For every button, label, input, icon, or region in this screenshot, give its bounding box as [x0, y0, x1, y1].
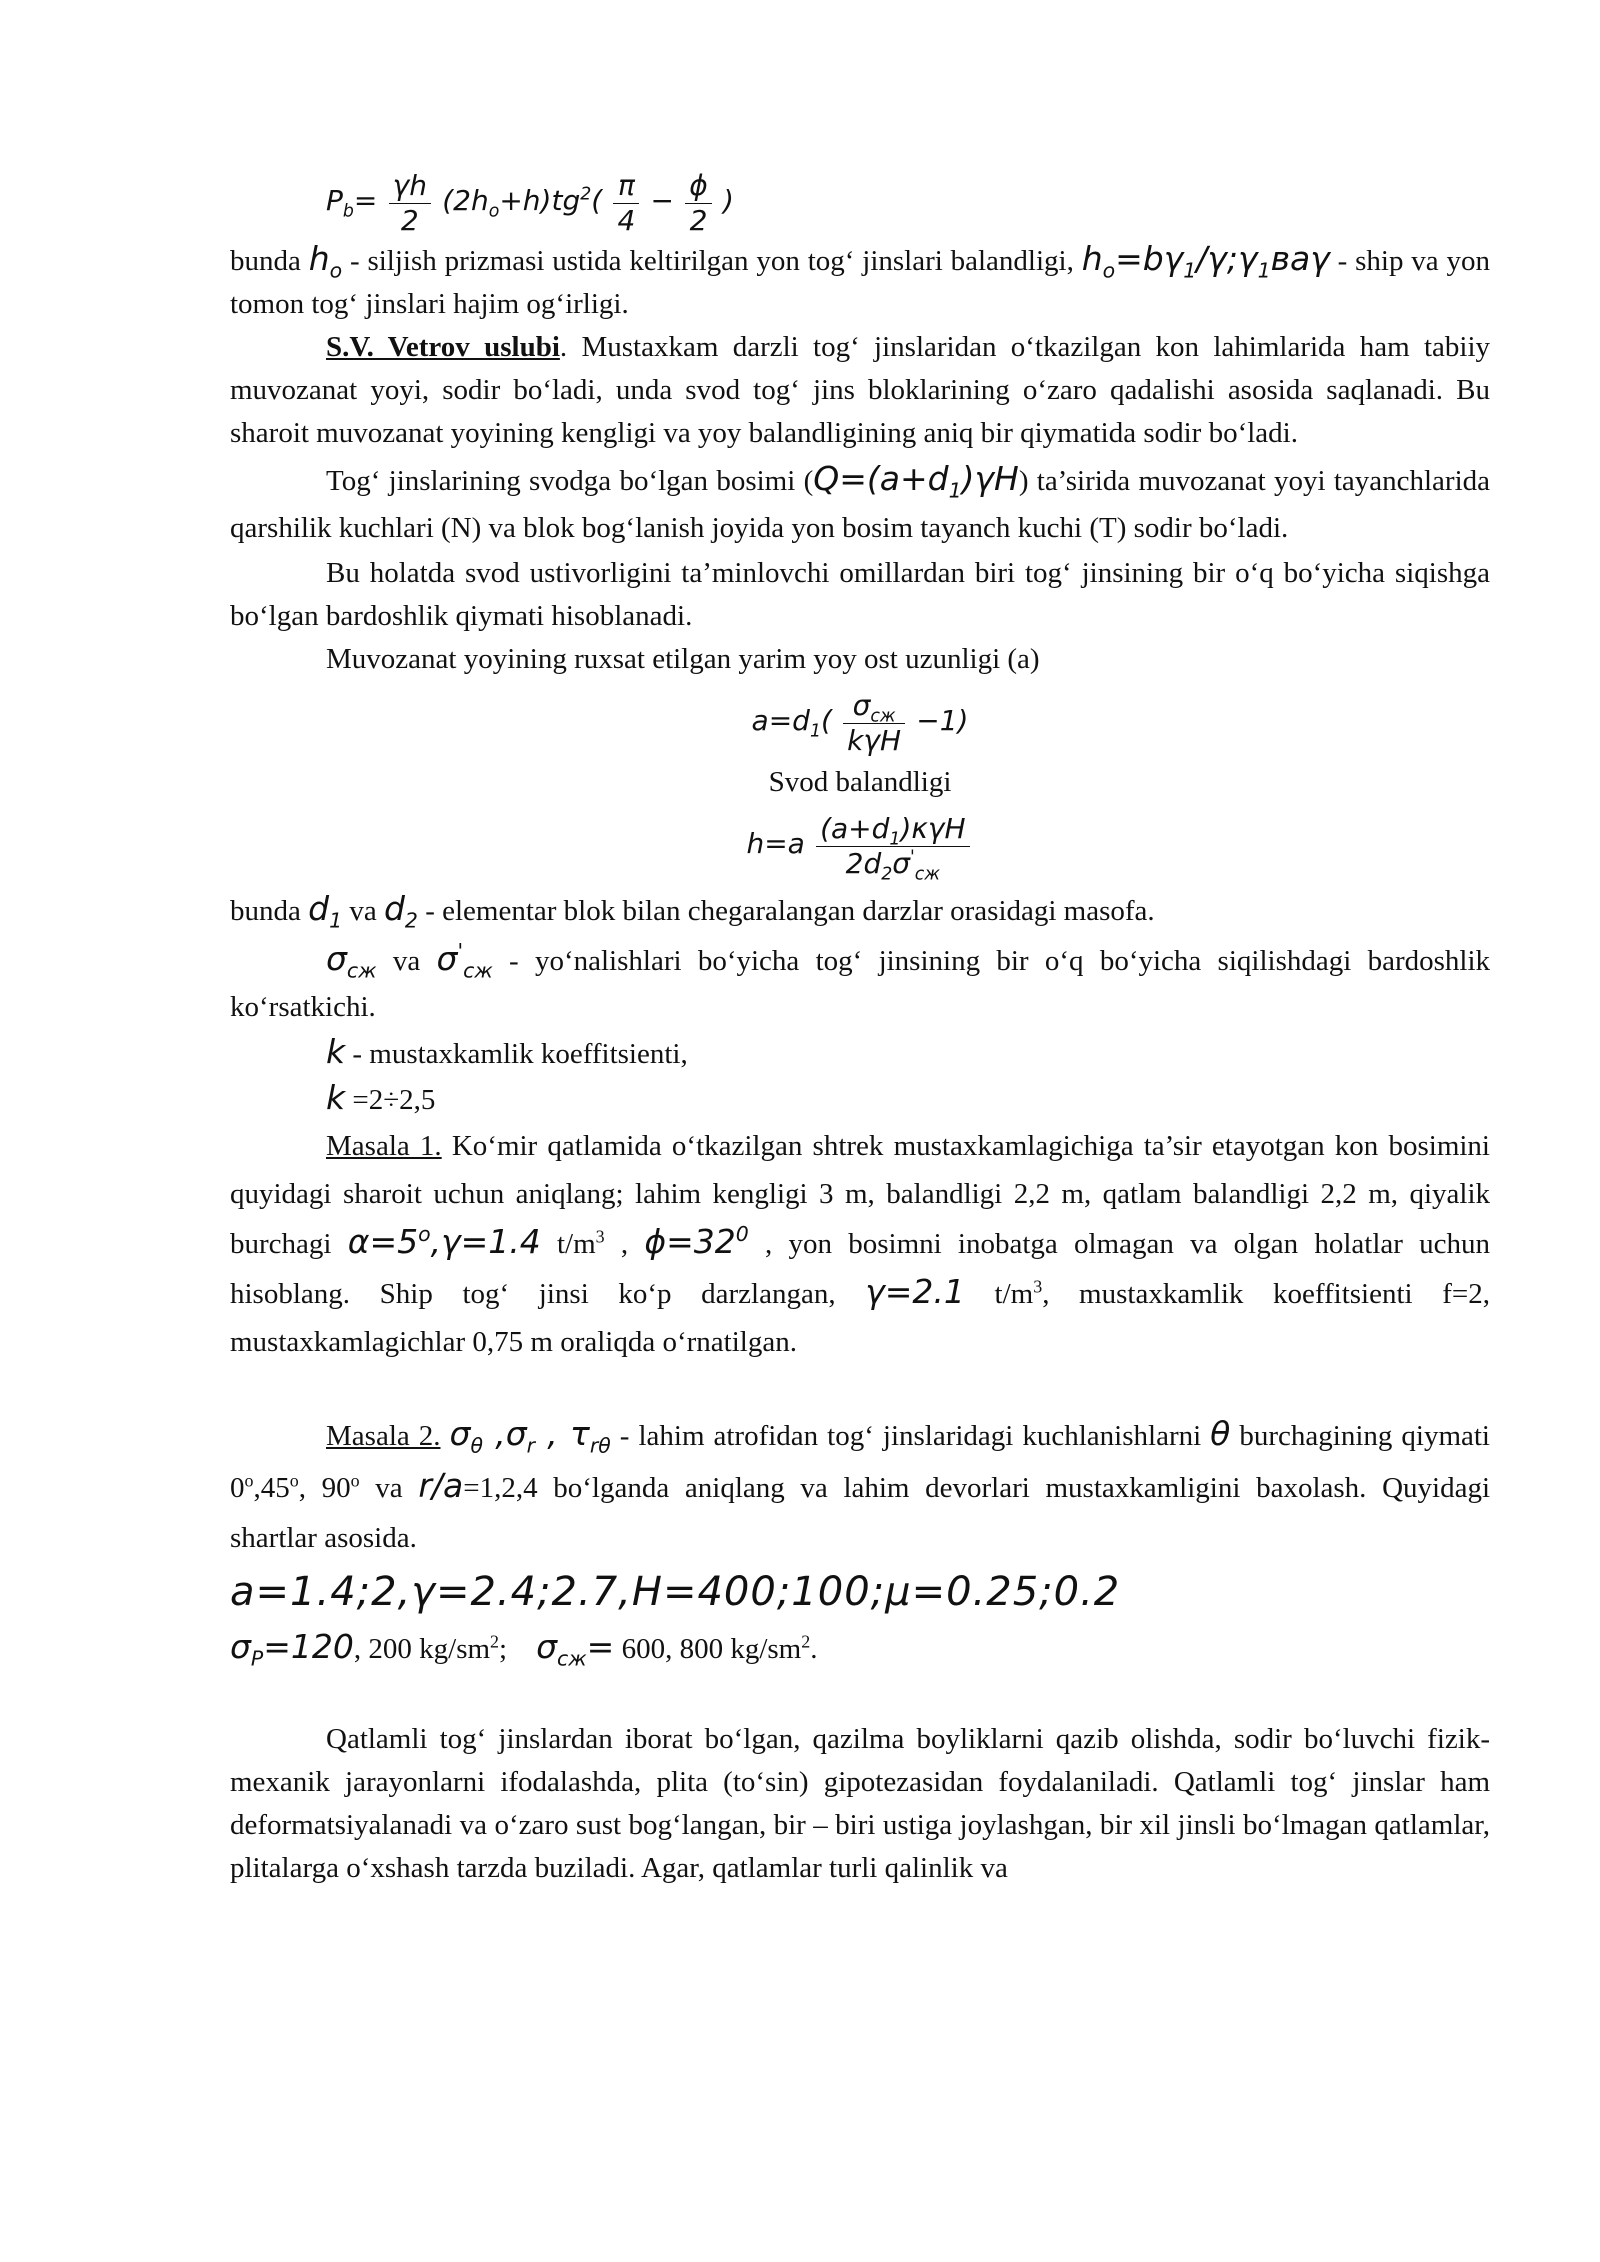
formula-h: h=a $\frac{(a+d_1)\kappa\gamma H}{2d_2\sigma'_{сж}}$ — [230, 804, 1490, 884]
paragraph-problem-2: Masala 2. $\sigma_\theta$ $,\sigma_r$ , $\tau_{r\theta}$ - lahim atrofidan tog‘ jinslaridagi kuchlanishlarni θ burchagining qiymati 0$^o$,45$^o$, 90$^o$ va r/a=1,2,4 bo‘lganda aniqlang va lahim devorlari mustaxkamligini baxolash. Quyidagi shartlar asosida. — [230, 1414, 1491, 1554]
paragraph-layered-rocks: Qatlamli tog‘ jinslardan iborat bo‘lgan, qazilma boyliklarni qazib olishda, sodir bo‘luvchi fizik-mexanik jarayonlarni ifodalashda, plita (to‘sin) gipotezasidan foydalaniladi. Qatlamli tog‘ jinslar ham deformatsiyalanadi va o‘zaro sust bog‘langan, bir – biri ustiga joylashgan, bir xil jinsli bo‘lmagan qatlamlar, plitalarga o‘xshash tarzda buziladi. Agar, qatlamlar turli qalinlik va — [230, 1723, 1490, 1884]
conditions-formula: a=1.4;2,γ=2.4;2.7,H=400;100;μ=0.25;0.2 — [230, 1569, 1121, 1615]
paragraph-problem-1: Masala 1. Ko‘mir qatlamida o‘tkazilgan shtrek mustaxkamlagichiga ta’sir etayotgan kon bosimini quyidagi sharoit uchun aniqlang; lahim kengligi 3 m, balandligi 2,2 m, qatlam balandligi 2,2 m, qiyalik burchagi $\alpha=5^o,\gamma=1.4$ $t/m^3$ , $\phi=32^0$ , yon bosimni inobatga olmagan va olgan holatlar uchun hisoblang. Ship tog‘ jinsi ko‘p darzlangan, γ=2.1 $t/m^3$, mustaxkamlik koeffitsienti f=2, mustaxkamlagichlar 0,75 m oraliqda o‘rnatilgan. — [230, 1130, 1490, 1358]
paragraph-k-range: k =2÷2,5 — [326, 1078, 436, 1117]
paragraph-d-definition: bunda $d_1$ va $d_2$ - elementar blok bilan chegaralangan darzlar orasidagi masofa. — [230, 889, 1155, 933]
spacer — [230, 1675, 1490, 1718]
paragraph-vetrov-method: S.V. Vetrov uslubi. Mustaxkam darzli tog‘ jinslaridan o‘tkazilgan kon lahimlarida ham tabiiy muvozanat yoyi, sodir bo‘ladi, unda svod tog‘ jins bloklarining o‘zaro qadalishi asosida saqlanadi. Bu sharoit muvozanat yoyining kengligi va yoy balandligining aniq bir qiymatida sodir bo‘ladi. — [230, 331, 1490, 449]
paragraph-pressure: Tog‘ jinslarining svodga bo‘lgan bosimi $(Q=(a+d_1)\gamma H)$ ta’sirida muvozanat yoyi tayanchlarida qarshilik kuchlari (N) va blok bog‘lanish joyida yon bosim tayanch kuchi (T) sodir bo‘ladi. — [230, 459, 1491, 544]
svod-height-title: Svod balandligi — [768, 766, 952, 798]
formula-a: $a=d_1$( $\frac{\sigma_{сж}}{\text{kγH}}$ −1) — [751, 688, 969, 757]
problem-1-label: Masala 1. — [326, 1130, 442, 1162]
formula-pb: $P_b=$ $\frac{\gamma h}{2}$ $(2h_o+h)tg^2$( $\frac{\pi}{4}$ − $\frac{\phi}{2}$ ) — [326, 168, 734, 237]
paragraph-ho-definition: bunda $h_o$ - siljish prizmasi ustida keltirilgan yon tog‘ jinslari balandligi, $h_o=b\gamma_1/\gamma;\gamma_1вa\gamma$ - ship va yon tomon tog‘ jinslari hajim og‘irligi. — [230, 239, 1490, 320]
paragraph-half-span: Muvozanat yoyining ruxsat etilgan yarim yoy ost uzunligi (a) — [326, 643, 1040, 675]
paragraph-sigma-definition: $\sigma_{сж}$ va $\sigma'_{сж}$ - yo‘nalishlari bo‘yicha tog‘ jinsining bir o‘q bo‘yicha siqilishdagi bardoshlik ko‘rsatkichi. — [230, 939, 1491, 1023]
paragraph-sigma-values: $\sigma_P=120$, 200 $kg/sm^2$; $\sigma_{сж}= 600$, 800 $kg/sm^2$. — [230, 1627, 818, 1671]
paragraph-k-definition: k - mustaxkamlik koeffitsienti, — [326, 1032, 688, 1071]
document-body — [230, 155, 1490, 1890]
problem-2-label: Masala 2. — [326, 1420, 441, 1452]
section-heading: S.V. Vetrov uslubi — [326, 331, 560, 363]
paragraph-stability: Bu holatda svod ustivorligini ta’minlovchi omillardan biri tog‘ jinsining bir o‘q bo‘yicha siqishga bo‘lgan bardoshlik qiymati hisoblanadi. — [230, 557, 1490, 632]
spacer — [230, 1366, 1490, 1409]
